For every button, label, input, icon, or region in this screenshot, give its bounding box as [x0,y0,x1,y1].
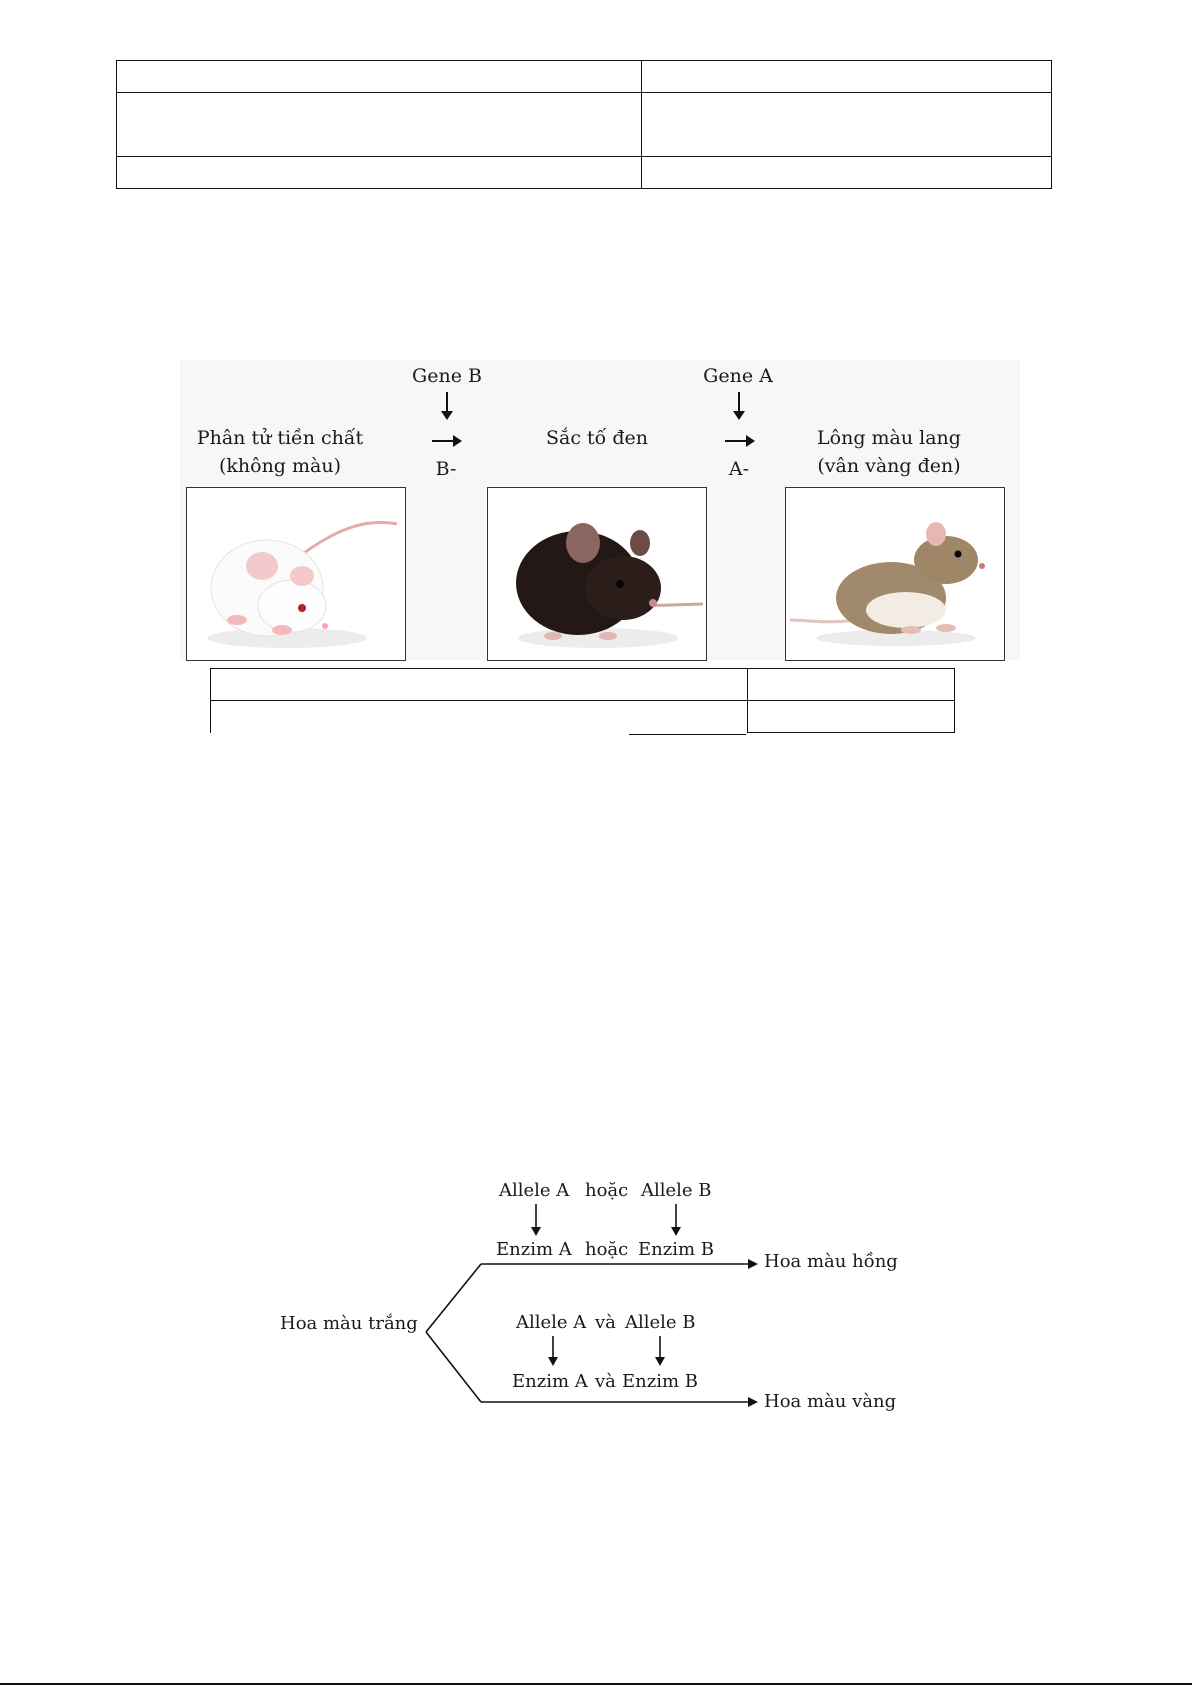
top-or-label-1: hoặc [585,1180,629,1201]
step2-genotype-label: A- [728,458,750,480]
agouti-label-line2: (vân vàng đen) [817,455,961,477]
precursor-label-line2: (không màu) [218,455,342,477]
top-allele-b-label: Allele B [641,1180,712,1201]
pink-flower-result: Hoa màu hồng [764,1251,898,1272]
bottom-and-label-2: và [595,1371,616,1392]
yellow-flower-result: Hoa màu vàng [764,1391,897,1412]
bottom-enzim-b-label: Enzim B [622,1371,698,1392]
gene-a-label: Gene A [703,365,773,387]
gene-b-label: Gene B [412,365,482,387]
top-enzim-b-label: Enzim B [638,1239,714,1260]
bottom-allele-a-label: Allele A [516,1312,587,1333]
white-flower-start: Hoa màu trắng [280,1313,418,1334]
precursor-label-line1: Phân tử tiền chất [196,427,364,449]
black-pigment-label: Sắc tố đen [546,427,648,449]
step1-genotype-label: B- [435,458,457,480]
bottom-and-label-1: và [595,1312,616,1333]
bottom-allele-b-label: Allele B [625,1312,696,1333]
top-enzim-a-label: Enzim A [496,1239,572,1260]
top-or-label-2: hoặc [585,1239,629,1260]
agouti-label-line1: Lông màu lang [817,427,961,449]
top-allele-a-label: Allele A [499,1180,570,1201]
bottom-enzim-a-label: Enzim A [512,1371,588,1392]
